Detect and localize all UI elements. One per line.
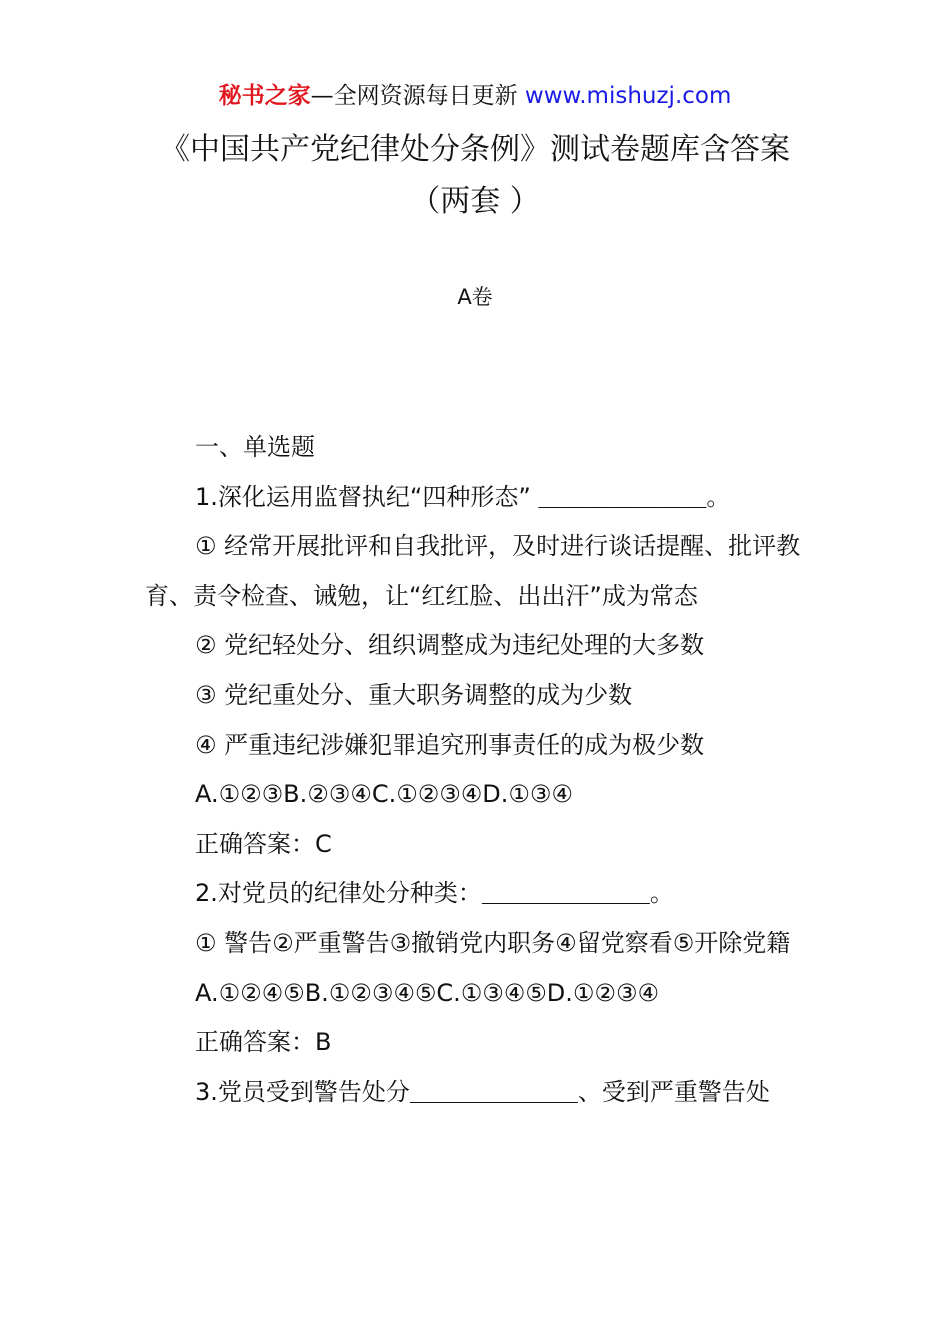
question-2-stem: 2.对党员的纪律处分种类：＿＿＿＿＿＿＿。 — [195, 879, 674, 908]
question-1-option-4: ④ 严重违纪涉嫌犯罪追究刑事责任的成为极少数 — [195, 730, 705, 759]
document-body — [145, 423, 810, 1117]
question-2-answer: 正确答案：B — [195, 1028, 332, 1057]
question-3-stem: 3.党员受到警告处分＿＿＿＿＿＿＿、受到严重警告处 — [195, 1077, 770, 1106]
document-title: 《中国共产党纪律处分条例》测试卷题库含答案（两套 ） — [160, 132, 790, 219]
question-2-choices: A.①②④⑤B.①②③④⑤C.①③④⑤D.①②③④ — [195, 978, 659, 1007]
brand-name: 秘书之家 — [218, 83, 311, 109]
question-1-option-1: ① 经常开展批评和自我批评，及时进行谈话提醒、批评教育、责令检查、诫勉，让“红红脸、出出汗”成为常态 — [145, 532, 801, 610]
part-heading: 一、单选题 — [195, 433, 315, 461]
question-1-option-2: ② 党纪轻处分、组织调整成为违纪处理的大多数 — [195, 631, 705, 660]
site-header — [0, 80, 950, 112]
question-1-stem: 1.深化运用监督执纪“四种形态” ＿＿＿＿＿＿＿。 — [195, 482, 731, 511]
header-slogan: —全网资源每日更新 — [310, 83, 525, 109]
section-heading: A卷 — [457, 285, 493, 309]
question-1-option-3: ③ 党纪重处分、重大职务调整的成为少数 — [195, 680, 633, 709]
question-1-choices: A.①②③B.②③④C.①②③④D.①③④ — [195, 780, 573, 809]
question-1-answer: 正确答案：C — [195, 829, 332, 858]
site-url-link[interactable]: www.mishuzj.com — [524, 83, 732, 109]
question-2-options: ① 警告②严重警告③撤销党内职务④留党察看⑤开除党籍 — [195, 928, 791, 957]
